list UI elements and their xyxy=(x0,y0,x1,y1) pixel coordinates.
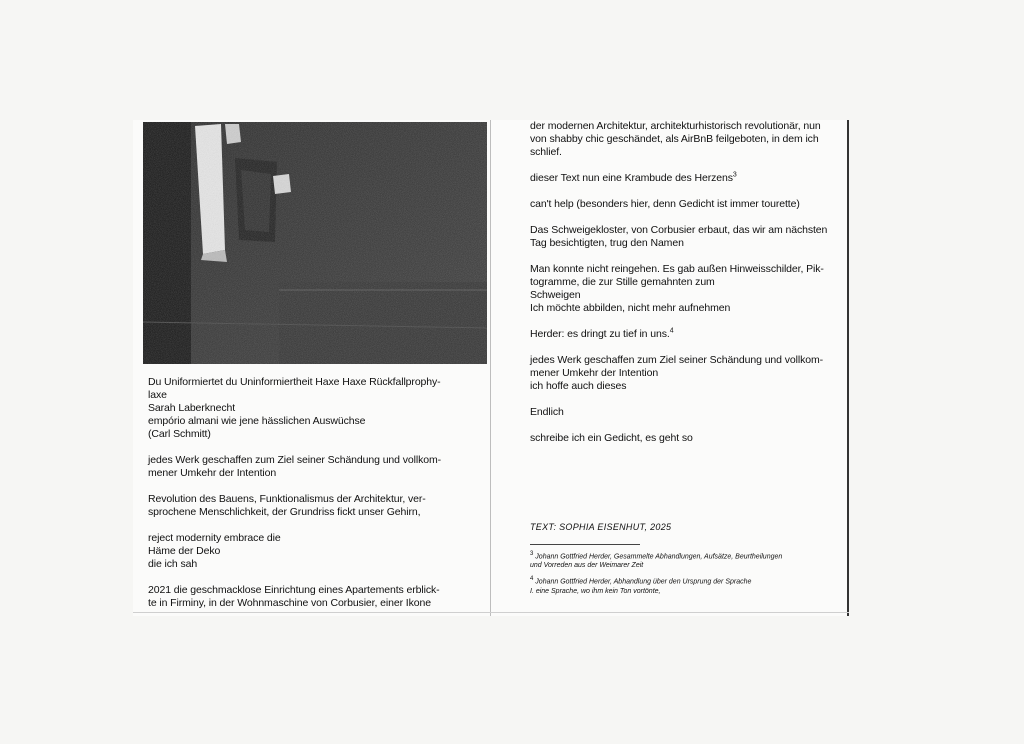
page-edge xyxy=(133,612,849,613)
paragraph xyxy=(530,172,835,185)
text-line: Tag besichtigten, trug den Namen xyxy=(530,237,684,249)
right-page-text xyxy=(530,120,835,458)
text-line: mener Umkehr der Intention xyxy=(530,367,659,379)
text-line: Du Uniformiertet du Uninformiertheit Haxe Haxe Rückfallprophy- xyxy=(148,376,441,388)
text-line: der modernen Architektur, architekturhistorisch revolutionär, nun xyxy=(530,120,821,132)
text-line: Man konnte nicht reingehen. Es gab außen Hinweisschilder, Pik- xyxy=(530,263,824,275)
paragraph xyxy=(148,532,478,571)
page-gutter xyxy=(490,120,491,616)
footnote-text: Johann Gottfried Herder, Abhandlung über den Ursprung der Sprache xyxy=(535,578,752,586)
text-line: Schweigen xyxy=(530,289,581,301)
text-line: Revolution des Bauens, Funktionalismus der Architektur, ver- xyxy=(148,493,426,505)
text-line: togramme, die zur Stille gemahnten zum xyxy=(530,276,715,288)
text-line: Das Schweigekloster, von Corbusier erbaut, das wir am nächsten xyxy=(530,224,828,236)
photo-graphic xyxy=(143,122,487,364)
footnote-number: 3 xyxy=(530,551,534,557)
footnote-text: und Vorreden aus der Weimarer Zeit xyxy=(530,562,644,570)
paragraph xyxy=(148,376,478,441)
book-spread xyxy=(133,120,849,616)
text-line: jedes Werk geschaffen zum Ziel seiner Schändung und vollkom- xyxy=(148,454,442,466)
page-edge xyxy=(847,120,849,616)
text-line: (Carl Schmitt) xyxy=(148,428,211,440)
paragraph xyxy=(530,354,835,393)
text-line: jedes Werk geschaffen zum Ziel seiner Schändung und vollkom- xyxy=(530,354,824,366)
text-line: Endlich xyxy=(530,406,564,418)
paragraph xyxy=(148,493,478,519)
text-line: reject modernity embrace die xyxy=(148,532,281,544)
paragraph xyxy=(148,454,478,480)
text-line: Häme der Deko xyxy=(148,545,221,557)
text-line: laxe xyxy=(148,389,167,401)
text-line: 2021 die geschmacklose Einrichtung eines Apartements erblick- xyxy=(148,584,440,596)
text-line: dieser Text nun eine Krambude des Herzens xyxy=(530,172,733,184)
footnote-text: Johann Gottfried Herder, Gesammelte Abhandlungen, Aufsätze, Beurtheilungen xyxy=(535,553,783,561)
text-line: Ich möchte abbilden, nicht mehr aufnehmen xyxy=(530,302,731,314)
paragraph xyxy=(530,328,835,341)
text-line: te in Firminy, in der Wohnmaschine von Corbusier, einer Ikone xyxy=(148,597,431,609)
text-line: Sarah Laberknecht xyxy=(148,402,236,414)
paragraph xyxy=(530,263,835,315)
paragraph xyxy=(530,406,835,419)
footnote-ref: 3 xyxy=(732,171,737,179)
paragraph xyxy=(148,584,478,610)
footnote-number: 4 xyxy=(530,576,534,583)
text-line: die ich sah xyxy=(148,558,198,570)
text-line: von shabby chic geschändet, als AirBnB feilgeboten, in dem ich xyxy=(530,133,819,145)
footnote-divider xyxy=(530,544,640,545)
text-line: ich hoffe auch dieses xyxy=(530,380,627,392)
paragraph xyxy=(530,224,835,250)
author-credit: TEXT: SOPHIA EISENHUT, 2025 xyxy=(530,522,672,532)
footnote-ref: 4 xyxy=(669,327,674,335)
right-page xyxy=(493,120,849,616)
architecture-photo xyxy=(143,122,487,364)
left-page xyxy=(133,120,491,616)
paragraph xyxy=(530,120,835,159)
paragraph xyxy=(530,432,835,445)
text-line: schlief. xyxy=(530,146,562,158)
text-line: mener Umkehr der Intention xyxy=(148,467,277,479)
left-page-text xyxy=(148,376,478,623)
footnotes xyxy=(530,550,830,601)
text-line: Herder: es dringt zu tief in uns. xyxy=(530,328,670,340)
text-line: can't help (besonders hier, denn Gedicht ist immer tourette) xyxy=(530,198,800,210)
text-line: empório almani wie jene hässlichen Auswüchse xyxy=(148,415,366,427)
footnote xyxy=(530,575,830,595)
footnote-text: I. eine Sprache, wo ihm kein Ton vortönte, xyxy=(530,587,661,595)
text-line: sprochene Menschlichkeit, der Grundriss fickt unser Gehirn, xyxy=(148,506,421,518)
paragraph xyxy=(530,198,835,211)
text-line: schreibe ich ein Gedicht, es geht so xyxy=(530,432,693,444)
footnote xyxy=(530,550,830,570)
